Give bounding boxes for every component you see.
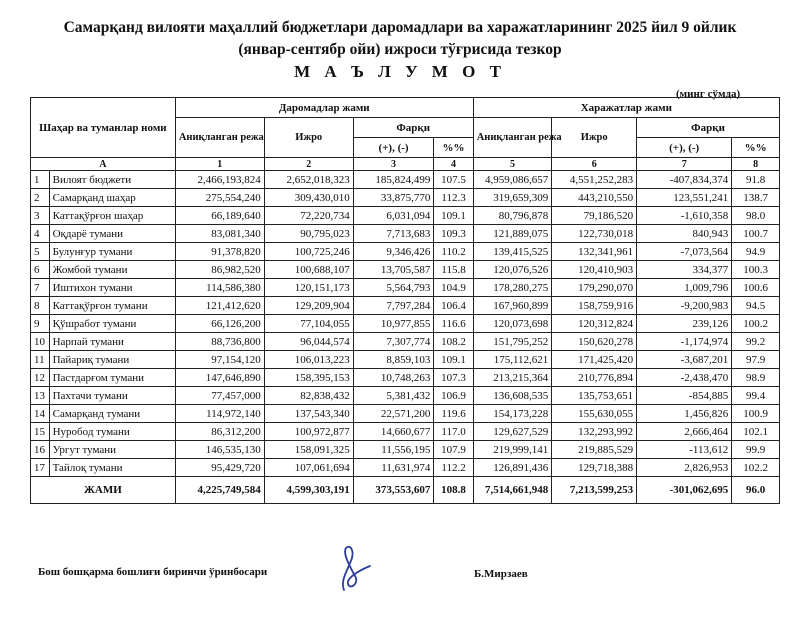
expense-plan: 120,076,526 xyxy=(473,261,552,279)
revenue-plan: 95,429,720 xyxy=(175,459,264,477)
row-number: 13 xyxy=(31,387,50,405)
row-number: 16 xyxy=(31,441,50,459)
column-index-row xyxy=(31,158,780,171)
revenue-pct: 110.2 xyxy=(434,243,473,261)
expense-plan: 126,891,436 xyxy=(473,459,552,477)
table-row xyxy=(31,315,780,333)
unit-label: (минг сўмда) xyxy=(676,88,741,100)
revenue-plan: 97,154,120 xyxy=(175,351,264,369)
total-expense-plan: 7,514,661,948 xyxy=(473,477,552,504)
district-name: Пахтачи тумани xyxy=(49,387,175,405)
revenue-pct: 106.4 xyxy=(434,297,473,315)
revenue-header: Даромадлар жами xyxy=(175,98,473,118)
revenue-diff: 13,705,587 xyxy=(353,261,434,279)
col-index: 8 xyxy=(732,158,780,171)
revenue-pct: 109.1 xyxy=(434,351,473,369)
district-name: Каттақўрғон шаҳар xyxy=(49,207,175,225)
expense-plan: 154,173,228 xyxy=(473,405,552,423)
row-number: 3 xyxy=(31,207,50,225)
district-name: Нуробод тумани xyxy=(49,423,175,441)
expense-diff: 1,009,796 xyxy=(637,279,732,297)
expense-exec: 443,210,550 xyxy=(552,189,637,207)
expense-plan: 121,889,075 xyxy=(473,225,552,243)
total-revenue-plan: 4,225,749,584 xyxy=(175,477,264,504)
expense-pct: 100.6 xyxy=(732,279,780,297)
revenue-pct: 112.2 xyxy=(434,459,473,477)
revenue-diff: 11,631,974 xyxy=(353,459,434,477)
revenue-diff: 9,346,426 xyxy=(353,243,434,261)
expense-exec: 171,425,420 xyxy=(552,351,637,369)
district-name: Самарқанд шаҳар xyxy=(49,189,175,207)
expense-diff: -9,200,983 xyxy=(637,297,732,315)
total-expense-diff: -301,062,695 xyxy=(637,477,732,504)
total-revenue-diff: 373,553,607 xyxy=(353,477,434,504)
table-row xyxy=(31,225,780,243)
revenue-exec: 82,838,432 xyxy=(264,387,353,405)
revenue-plan: 88,736,800 xyxy=(175,333,264,351)
expense-diff: -1,610,358 xyxy=(637,207,732,225)
revenue-pct: 109.3 xyxy=(434,225,473,243)
revenue-plan: 275,554,240 xyxy=(175,189,264,207)
row-number: 4 xyxy=(31,225,50,243)
revenue-exec: 96,044,574 xyxy=(264,333,353,351)
expense-plan: 219,999,141 xyxy=(473,441,552,459)
expense-pct: 99.4 xyxy=(732,387,780,405)
revenue-diff: 33,875,770 xyxy=(353,189,434,207)
district-name: Самарқанд тумани xyxy=(49,405,175,423)
district-name: Ургут тумани xyxy=(49,441,175,459)
col-index: 1 xyxy=(175,158,264,171)
row-number: 17 xyxy=(31,459,50,477)
expense-pct: 102.1 xyxy=(732,423,780,441)
revenue-plan: 121,412,620 xyxy=(175,297,264,315)
row-number: 7 xyxy=(31,279,50,297)
revenue-diff: 7,307,774 xyxy=(353,333,434,351)
district-name: Қўшработ тумани xyxy=(49,315,175,333)
expense-plan: 151,795,252 xyxy=(473,333,552,351)
revenue-pct: 109.1 xyxy=(434,207,473,225)
expense-exec: 79,186,520 xyxy=(552,207,637,225)
expense-exec: 219,885,529 xyxy=(552,441,637,459)
expense-plan: 80,796,878 xyxy=(473,207,552,225)
revenue-plan: 147,646,890 xyxy=(175,369,264,387)
expense-diff: 123,551,241 xyxy=(637,189,732,207)
expense-plan: 167,960,899 xyxy=(473,297,552,315)
revenue-exec: 100,688,107 xyxy=(264,261,353,279)
table-row xyxy=(31,387,780,405)
revenue-exec: 158,091,325 xyxy=(264,441,353,459)
district-name: Пайариқ тумани xyxy=(49,351,175,369)
total-row xyxy=(31,477,780,504)
col-index: A xyxy=(31,158,176,171)
revenue-pct: 108.2 xyxy=(434,333,473,351)
expense-plan-header: Аниқланган режа xyxy=(473,118,552,158)
expense-diff: 2,826,953 xyxy=(637,459,732,477)
expense-exec: 4,551,252,283 xyxy=(552,171,637,189)
expense-pct: 138.7 xyxy=(732,189,780,207)
revenue-exec: 2,652,018,323 xyxy=(264,171,353,189)
expense-plan: 120,073,698 xyxy=(473,315,552,333)
expense-plan: 175,112,621 xyxy=(473,351,552,369)
expense-diff: 334,377 xyxy=(637,261,732,279)
row-number: 14 xyxy=(31,405,50,423)
revenue-pct: 106.9 xyxy=(434,387,473,405)
expense-pct: 100.9 xyxy=(732,405,780,423)
expense-exec: 135,753,651 xyxy=(552,387,637,405)
table-row xyxy=(31,261,780,279)
col-index: 6 xyxy=(552,158,637,171)
expense-pct: 98.9 xyxy=(732,369,780,387)
revenue-plan: 114,586,380 xyxy=(175,279,264,297)
revenue-plusminus-header: (+), (-) xyxy=(353,138,434,158)
expense-plan: 129,627,529 xyxy=(473,423,552,441)
district-name: Пастдарғом тумани xyxy=(49,369,175,387)
table-row xyxy=(31,405,780,423)
district-name: Каттақўрғон тумани xyxy=(49,297,175,315)
revenue-plan: 114,972,140 xyxy=(175,405,264,423)
row-number: 10 xyxy=(31,333,50,351)
expense-pct: 99.9 xyxy=(732,441,780,459)
table-row xyxy=(31,243,780,261)
expense-pct-header: %% xyxy=(732,138,780,158)
total-revenue-pct: 108.8 xyxy=(434,477,473,504)
expense-pct: 94.5 xyxy=(732,297,780,315)
revenue-pct: 107.3 xyxy=(434,369,473,387)
expense-plan: 213,215,364 xyxy=(473,369,552,387)
revenue-plan: 2,466,193,824 xyxy=(175,171,264,189)
revenue-diff: 10,977,855 xyxy=(353,315,434,333)
expense-pct: 100.3 xyxy=(732,261,780,279)
expense-diff: 1,456,826 xyxy=(637,405,732,423)
expense-pct: 100.2 xyxy=(732,315,780,333)
signatory-name: Б.Мирзаев xyxy=(474,568,528,580)
revenue-pct: 107.5 xyxy=(434,171,473,189)
revenue-plan: 86,312,200 xyxy=(175,423,264,441)
revenue-diff: 7,713,683 xyxy=(353,225,434,243)
revenue-plan: 66,126,200 xyxy=(175,315,264,333)
expense-diff: -2,438,470 xyxy=(637,369,732,387)
report-title-line3: М А Ъ Л У М О Т xyxy=(294,62,506,81)
revenue-exec: 106,013,223 xyxy=(264,351,353,369)
revenue-plan: 77,457,000 xyxy=(175,387,264,405)
table-row xyxy=(31,171,780,189)
revenue-diff: 7,797,284 xyxy=(353,297,434,315)
expense-exec: 122,730,018 xyxy=(552,225,637,243)
revenue-diff: 22,571,200 xyxy=(353,405,434,423)
district-name: Вилоят бюджети xyxy=(49,171,175,189)
expense-pct: 94.9 xyxy=(732,243,780,261)
revenue-plan-header: Аниқланган режа xyxy=(175,118,264,158)
district-name: Оқдарё тумани xyxy=(49,225,175,243)
total-expense-exec: 7,213,599,253 xyxy=(552,477,637,504)
expense-pct: 98.0 xyxy=(732,207,780,225)
col-index: 5 xyxy=(473,158,552,171)
revenue-diff: 14,660,677 xyxy=(353,423,434,441)
row-number: 12 xyxy=(31,369,50,387)
district-name: Тайлоқ тумани xyxy=(49,459,175,477)
expense-diff: -113,612 xyxy=(637,441,732,459)
expense-diff: -7,073,564 xyxy=(637,243,732,261)
revenue-diff: 5,564,793 xyxy=(353,279,434,297)
table-row xyxy=(31,297,780,315)
report-title-line1: Самарқанд вилояти маҳаллий бюджетлари даромадлари ва харажатларининг 2025 йил 9 ойлик xyxy=(63,19,737,36)
revenue-pct: 117.0 xyxy=(434,423,473,441)
revenue-pct-header: %% xyxy=(434,138,473,158)
col-index: 3 xyxy=(353,158,434,171)
table-row xyxy=(31,369,780,387)
expense-pct: 91.8 xyxy=(732,171,780,189)
expense-plan: 136,608,535 xyxy=(473,387,552,405)
revenue-exec: 100,972,877 xyxy=(264,423,353,441)
expense-exec-header: Ижро xyxy=(552,118,637,158)
expense-exec: 179,290,070 xyxy=(552,279,637,297)
expense-exec: 132,293,992 xyxy=(552,423,637,441)
revenue-pct: 116.6 xyxy=(434,315,473,333)
expense-exec: 155,630,055 xyxy=(552,405,637,423)
expense-header: Харажатлар жами xyxy=(473,98,779,118)
revenue-plan: 66,189,640 xyxy=(175,207,264,225)
col-index: 4 xyxy=(434,158,473,171)
revenue-pct: 112.3 xyxy=(434,189,473,207)
expense-diff: -407,834,374 xyxy=(637,171,732,189)
total-expense-pct: 96.0 xyxy=(732,477,780,504)
row-number: 6 xyxy=(31,261,50,279)
district-name: Жомбой тумани xyxy=(49,261,175,279)
revenue-exec: 309,430,010 xyxy=(264,189,353,207)
revenue-plan: 83,081,340 xyxy=(175,225,264,243)
row-number: 9 xyxy=(31,315,50,333)
district-name: Нарпай тумани xyxy=(49,333,175,351)
col-name-header: Шаҳар ва туманлар номи xyxy=(31,98,176,158)
row-number: 1 xyxy=(31,171,50,189)
revenue-plan: 91,378,820 xyxy=(175,243,264,261)
revenue-exec: 77,104,055 xyxy=(264,315,353,333)
expense-exec: 210,776,894 xyxy=(552,369,637,387)
expense-exec: 129,718,388 xyxy=(552,459,637,477)
table-row xyxy=(31,459,780,477)
revenue-diff: 5,381,432 xyxy=(353,387,434,405)
revenue-pct: 115.8 xyxy=(434,261,473,279)
expense-pct: 97.9 xyxy=(732,351,780,369)
revenue-exec: 158,395,153 xyxy=(264,369,353,387)
row-number: 11 xyxy=(31,351,50,369)
expense-plan: 319,659,309 xyxy=(473,189,552,207)
col-index: 2 xyxy=(264,158,353,171)
revenue-exec: 100,725,246 xyxy=(264,243,353,261)
table-row xyxy=(31,207,780,225)
signatory-position: Бош бошқарма бошлиғи биринчи ўринбосари xyxy=(38,566,268,578)
revenue-diff: 8,859,103 xyxy=(353,351,434,369)
expense-diff-header: Фарқи xyxy=(637,118,780,138)
expense-plan: 178,280,275 xyxy=(473,279,552,297)
col-index: 7 xyxy=(637,158,732,171)
revenue-diff: 185,824,499 xyxy=(353,171,434,189)
expense-exec: 132,341,961 xyxy=(552,243,637,261)
revenue-exec-header: Ижро xyxy=(264,118,353,158)
revenue-pct: 104.9 xyxy=(434,279,473,297)
expense-diff: -1,174,974 xyxy=(637,333,732,351)
revenue-plan: 146,535,130 xyxy=(175,441,264,459)
expense-plan: 4,959,086,657 xyxy=(473,171,552,189)
expense-pct: 99.2 xyxy=(732,333,780,351)
expense-exec: 150,620,278 xyxy=(552,333,637,351)
expense-pct: 102.2 xyxy=(732,459,780,477)
table-row xyxy=(31,351,780,369)
expense-exec: 158,759,916 xyxy=(552,297,637,315)
table-row xyxy=(31,333,780,351)
expense-exec: 120,312,824 xyxy=(552,315,637,333)
revenue-exec: 120,151,173 xyxy=(264,279,353,297)
expense-diff: 840,943 xyxy=(637,225,732,243)
revenue-diff: 10,748,263 xyxy=(353,369,434,387)
district-name: Иштихон тумани xyxy=(49,279,175,297)
revenue-exec: 129,209,904 xyxy=(264,297,353,315)
district-name: Булунғур тумани xyxy=(49,243,175,261)
expense-pct: 100.7 xyxy=(732,225,780,243)
table-row xyxy=(31,189,780,207)
signature-mark xyxy=(330,540,378,596)
revenue-diff: 11,556,195 xyxy=(353,441,434,459)
revenue-plan: 86,982,520 xyxy=(175,261,264,279)
expense-plan: 139,415,525 xyxy=(473,243,552,261)
revenue-pct: 119.6 xyxy=(434,405,473,423)
table-row xyxy=(31,423,780,441)
table-row xyxy=(31,441,780,459)
revenue-diff: 6,031,094 xyxy=(353,207,434,225)
row-number: 5 xyxy=(31,243,50,261)
revenue-exec: 107,061,694 xyxy=(264,459,353,477)
expense-exec: 120,410,903 xyxy=(552,261,637,279)
revenue-diff-header: Фарқи xyxy=(353,118,473,138)
expense-diff: 2,666,464 xyxy=(637,423,732,441)
revenue-pct: 107.9 xyxy=(434,441,473,459)
report-title-line2: (январ-сентябр ойи) ижроси тўғрисида тезкор xyxy=(238,41,562,58)
expense-diff: 239,126 xyxy=(637,315,732,333)
revenue-exec: 137,543,340 xyxy=(264,405,353,423)
row-number: 8 xyxy=(31,297,50,315)
revenue-exec: 90,795,023 xyxy=(264,225,353,243)
expense-plusminus-header: (+), (-) xyxy=(637,138,732,158)
total-label: ЖАМИ xyxy=(31,477,176,504)
total-revenue-exec: 4,599,303,191 xyxy=(264,477,353,504)
row-number: 2 xyxy=(31,189,50,207)
revenue-exec: 72,220,734 xyxy=(264,207,353,225)
row-number: 15 xyxy=(31,423,50,441)
budget-table xyxy=(30,97,780,504)
expense-diff: -854,885 xyxy=(637,387,732,405)
expense-diff: -3,687,201 xyxy=(637,351,732,369)
table-row xyxy=(31,279,780,297)
